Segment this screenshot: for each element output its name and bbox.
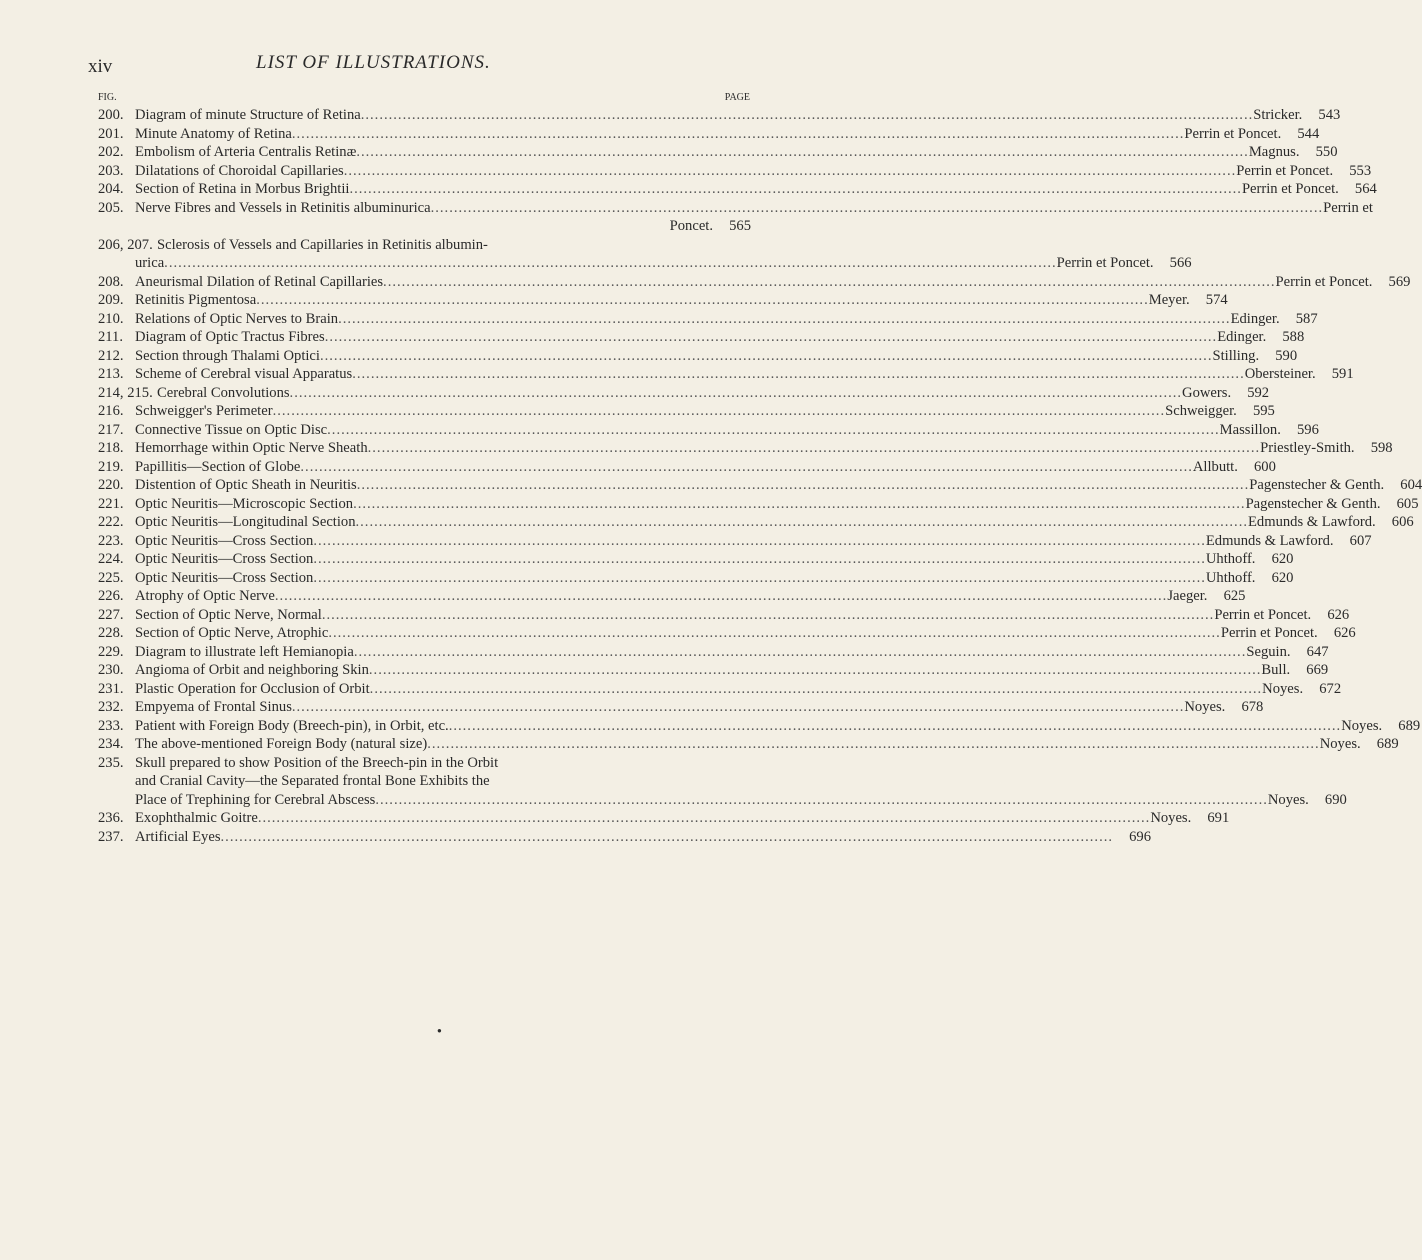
page-number-ref: 689 bbox=[1398, 717, 1421, 734]
leader-dots bbox=[353, 495, 1246, 514]
illustration-title: Optic Neuritis—Cross Section bbox=[135, 551, 314, 567]
list-item bbox=[98, 661, 1329, 680]
illustration-title: Optic Neuritis—Microscopic Section bbox=[135, 495, 354, 512]
illustration-title: Embolism of Arteria Centralis Retinæ bbox=[135, 144, 357, 160]
illustration-title: Aneurismal Dilation of Retinal Capillaries bbox=[135, 273, 384, 290]
illustration-author: Perrin et Poncet. bbox=[1220, 625, 1318, 641]
list-item bbox=[98, 143, 1338, 162]
leader-dots bbox=[370, 680, 1263, 699]
list-item bbox=[98, 495, 1419, 514]
list-item bbox=[98, 291, 1228, 310]
leader-dots bbox=[354, 643, 1247, 662]
leader-dots bbox=[313, 532, 1206, 551]
page-number-ref: 591 bbox=[1331, 366, 1354, 382]
list-item bbox=[98, 532, 1372, 551]
illustration-title: Empyema of Frontal Sinus bbox=[135, 699, 292, 715]
fig-number: 223. bbox=[98, 532, 124, 549]
page-number-ref: 569 bbox=[1388, 273, 1411, 290]
page-number-ref: 690 bbox=[1324, 791, 1347, 808]
list-item bbox=[98, 106, 1341, 125]
fig-number: 236. bbox=[98, 810, 124, 826]
illustration-author: Perrin et Poncet. bbox=[1184, 125, 1282, 142]
illustration-title: Plastic Operation for Occlusion of Orbit bbox=[135, 680, 370, 697]
illustration-title: Minute Anatomy of Retina bbox=[135, 125, 292, 142]
illustration-title: Papillitis—Section of Globe bbox=[135, 458, 301, 475]
list-item bbox=[98, 809, 1230, 828]
fig-number: 222. bbox=[98, 514, 124, 530]
list-item bbox=[98, 236, 1192, 273]
fig-number: 221. bbox=[98, 495, 124, 512]
leader-dots bbox=[292, 125, 1185, 144]
page-number-ref: 590 bbox=[1275, 347, 1298, 364]
illustration-title: Patient with Foreign Body (Breech-pin), in Orbit, etc. bbox=[135, 717, 449, 734]
leader-dots bbox=[275, 587, 1168, 606]
illustration-author: Uhthoff. bbox=[1205, 551, 1256, 567]
list-item bbox=[98, 643, 1329, 662]
leader-dots bbox=[361, 106, 1254, 125]
illustration-author: Seguin. bbox=[1246, 643, 1291, 660]
list-item bbox=[98, 439, 1393, 458]
illustration-title: Optic Neuritis—Cross Section bbox=[135, 532, 314, 549]
illustration-author: Noyes. bbox=[1267, 791, 1309, 808]
fig-number: 205. bbox=[98, 199, 124, 216]
page-number-ref: 620 bbox=[1271, 569, 1294, 586]
page-number-ref: 604 bbox=[1400, 477, 1422, 493]
leader-dots bbox=[352, 365, 1245, 384]
list-item bbox=[98, 476, 1422, 495]
illustration-title: Diagram to illustrate left Hemianopia bbox=[135, 643, 354, 660]
illustration-author: Stricker. bbox=[1253, 107, 1303, 123]
illustration-author: Noyes. bbox=[1184, 699, 1226, 715]
leader-dots bbox=[273, 402, 1166, 421]
page-number-ref: 691 bbox=[1207, 810, 1230, 826]
leader-dots bbox=[292, 698, 1185, 717]
list-item bbox=[98, 698, 1264, 717]
page-number-ref: 620 bbox=[1271, 551, 1294, 567]
list-item bbox=[98, 458, 1276, 477]
illustration-title: Hemorrhage within Optic Nerve Sheath bbox=[135, 440, 368, 456]
illustration-author: Stilling. bbox=[1212, 347, 1260, 364]
fig-number: 230. bbox=[98, 662, 124, 678]
leader-dots bbox=[256, 291, 1149, 310]
fig-number: 220. bbox=[98, 477, 124, 493]
illustration-title: Dilatations of Choroidal Capillaries bbox=[135, 162, 344, 179]
illustration-author: Allbutt. bbox=[1192, 458, 1238, 475]
fig-number: 206, 207. bbox=[98, 236, 153, 253]
illustration-author: Perrin et Poncet. bbox=[1236, 162, 1334, 179]
page-number-ref: 647 bbox=[1306, 643, 1329, 660]
page-number-ref: 550 bbox=[1315, 144, 1338, 160]
illustration-title-cont: Place of Trephining for Cerebral Abscess bbox=[135, 791, 376, 808]
leader-dots bbox=[300, 458, 1193, 477]
illustration-author: Perrin et Poncet. bbox=[1056, 255, 1154, 271]
illustration-author: Jaeger. bbox=[1167, 588, 1208, 604]
leader-dots bbox=[164, 254, 1057, 273]
illustration-title: Scheme of Cerebral visual Apparatus bbox=[135, 366, 353, 382]
illustration-title: Distention of Optic Sheath in Neuritis bbox=[135, 477, 357, 493]
illustration-author: Noyes. bbox=[1262, 680, 1304, 697]
page-number-ref: 626 bbox=[1333, 625, 1356, 641]
page-number: xiv bbox=[88, 56, 113, 77]
leader-dots bbox=[258, 809, 1151, 828]
fig-number: 202. bbox=[98, 144, 124, 160]
illustration-author: Perrin et Poncet. bbox=[1275, 273, 1373, 290]
illustration-author: Gowers. bbox=[1182, 384, 1232, 401]
list-item bbox=[98, 180, 1377, 199]
list-item bbox=[98, 828, 1152, 847]
page-number-ref: 543 bbox=[1318, 107, 1341, 123]
fig-number: 209. bbox=[98, 292, 124, 308]
fig-number: 210. bbox=[98, 310, 124, 327]
illustration-title: Angioma of Orbit and neighboring Skin bbox=[135, 662, 369, 678]
list-item bbox=[98, 273, 1411, 292]
page-number-ref: 592 bbox=[1247, 384, 1270, 401]
illustration-title: Artificial Eyes bbox=[135, 828, 221, 845]
page-number-ref: 600 bbox=[1254, 458, 1276, 475]
illustration-title: The above-mentioned Foreign Body (natural size) bbox=[135, 736, 428, 752]
illustration-author: Edinger. bbox=[1230, 310, 1280, 327]
fig-number: 219. bbox=[98, 458, 124, 475]
page-number-ref: 574 bbox=[1205, 292, 1228, 308]
page-number-ref: 626 bbox=[1327, 606, 1350, 623]
leader-dots bbox=[290, 384, 1183, 403]
leader-dots bbox=[431, 199, 1324, 218]
fig-number: 203. bbox=[98, 162, 124, 179]
fig-number: 228. bbox=[98, 625, 124, 641]
illustration-author: Perrin et Poncet. bbox=[1241, 181, 1339, 197]
leader-dots bbox=[427, 735, 1320, 754]
leader-dots bbox=[327, 421, 1220, 440]
page-number-ref: 669 bbox=[1306, 662, 1329, 678]
page-number-ref: 678 bbox=[1241, 699, 1264, 715]
fig-number: 235. bbox=[98, 754, 124, 771]
fig-number: 227. bbox=[98, 606, 124, 623]
illustration-title: Optic Neuritis—Longitudinal Section bbox=[135, 514, 356, 530]
list-item bbox=[98, 606, 1350, 625]
list-item bbox=[98, 624, 1356, 643]
illustration-title-cont: urica bbox=[135, 255, 165, 271]
illustration-title: Section of Optic Nerve, Normal bbox=[135, 606, 322, 623]
list-item bbox=[98, 402, 1275, 421]
illustration-author: Magnus. bbox=[1248, 144, 1300, 160]
list-item bbox=[98, 754, 1347, 810]
page-number-ref: 587 bbox=[1295, 310, 1318, 327]
fig-number: 226. bbox=[98, 588, 124, 604]
fig-number: 237. bbox=[98, 828, 124, 845]
page-number-ref: 544 bbox=[1297, 125, 1320, 142]
page-number-ref: 565 bbox=[729, 218, 751, 234]
illustration-author: Noyes. bbox=[1341, 717, 1383, 734]
fig-number: 213. bbox=[98, 366, 124, 382]
illustration-author: Perrin et Poncet. bbox=[1214, 606, 1312, 623]
list-item bbox=[98, 347, 1298, 366]
fig-number: 217. bbox=[98, 421, 124, 438]
leader-dots bbox=[322, 606, 1215, 625]
illustration-author: Pagenstecher & Genth. bbox=[1245, 495, 1381, 512]
fig-number: 218. bbox=[98, 440, 124, 456]
page-number-ref: 689 bbox=[1376, 736, 1399, 752]
fig-number: 232. bbox=[98, 699, 124, 715]
illustration-title: Skull prepared to show Position of the Breech-pin in the Orbit bbox=[135, 754, 499, 771]
page-column-heading: PAGE bbox=[724, 92, 750, 103]
illustration-title: Optic Neuritis—Cross Section bbox=[135, 569, 314, 586]
list-item bbox=[98, 680, 1342, 699]
list-item bbox=[98, 550, 1294, 569]
illustration-author: Pagenstecher & Genth. bbox=[1249, 477, 1385, 493]
page-number-ref: 625 bbox=[1223, 588, 1246, 604]
page-number-ref: 588 bbox=[1282, 329, 1305, 345]
page-number-ref: 566 bbox=[1169, 255, 1192, 271]
list-item bbox=[98, 365, 1354, 384]
illustration-author: Priestley-Smith. bbox=[1260, 440, 1355, 456]
page-number-ref: 596 bbox=[1296, 421, 1319, 438]
page-header bbox=[0, 52, 800, 78]
illustration-author: Schweigger. bbox=[1165, 403, 1237, 419]
illustration-author: Massillon. bbox=[1219, 421, 1281, 438]
illustration-author: Perrin et bbox=[1323, 199, 1373, 216]
leader-dots bbox=[356, 143, 1249, 162]
page-number-ref: 606 bbox=[1391, 514, 1414, 530]
list-item bbox=[98, 569, 1294, 588]
illustration-title: Section through Thalami Optici bbox=[135, 347, 320, 364]
fig-number: 231. bbox=[98, 680, 124, 697]
illustration-author: Noyes. bbox=[1150, 810, 1192, 826]
leader-dots bbox=[325, 328, 1218, 347]
list-item bbox=[98, 717, 1421, 736]
fig-number: 214, 215. bbox=[98, 384, 153, 401]
list-item bbox=[98, 421, 1319, 440]
fig-number: 201. bbox=[98, 125, 124, 142]
list-item bbox=[98, 125, 1320, 144]
running-title: LIST OF ILLUSTRATIONS. bbox=[256, 52, 491, 73]
page-number-ref: 564 bbox=[1354, 181, 1377, 197]
leader-dots bbox=[449, 717, 1342, 736]
list-item bbox=[98, 513, 1414, 532]
illustration-author: Edinger. bbox=[1217, 329, 1267, 345]
leader-dots bbox=[375, 791, 1268, 810]
page-number-ref: 672 bbox=[1319, 680, 1342, 697]
illustration-title: Connective Tissue on Optic Disc bbox=[135, 421, 328, 438]
illustration-title: Diagram of minute Structure of Retina bbox=[135, 107, 361, 123]
fig-number: 234. bbox=[98, 736, 124, 752]
list-item bbox=[98, 162, 1372, 181]
fig-number: 211. bbox=[98, 329, 123, 345]
illustration-author: Uhthoff. bbox=[1205, 569, 1256, 586]
leader-dots bbox=[313, 569, 1206, 588]
leader-dots bbox=[338, 310, 1231, 329]
leader-dots bbox=[356, 513, 1249, 532]
illustration-author: Bull. bbox=[1261, 662, 1291, 678]
list-item bbox=[98, 199, 1373, 236]
page-number-ref: 607 bbox=[1349, 532, 1372, 549]
illustration-author: Noyes. bbox=[1319, 736, 1361, 752]
leader-dots bbox=[349, 180, 1242, 199]
fig-number: 208. bbox=[98, 273, 124, 290]
leader-dots bbox=[369, 661, 1262, 680]
column-headings bbox=[98, 92, 750, 106]
illustration-title-cont: and Cranial Cavity—the Separated frontal Bone Exhibits the bbox=[135, 773, 490, 789]
bullet-mark: ● bbox=[437, 1026, 442, 1035]
illustration-title: Section of Optic Nerve, Atrophic bbox=[135, 625, 329, 641]
illustration-title: Diagram of Optic Tractus Fibres bbox=[135, 329, 325, 345]
illustration-list bbox=[98, 106, 1422, 846]
fig-number: 233. bbox=[98, 717, 124, 734]
leader-dots bbox=[313, 550, 1206, 569]
leader-dots bbox=[368, 439, 1261, 458]
illustration-title: Schweigger's Perimeter bbox=[135, 403, 273, 419]
fig-number: 200. bbox=[98, 107, 124, 123]
illustration-title: Atrophy of Optic Nerve bbox=[135, 588, 275, 604]
illustration-title: Retinitis Pigmentosa bbox=[135, 292, 257, 308]
fig-number: 224. bbox=[98, 551, 124, 567]
illustration-title: Sclerosis of Vessels and Capillaries in Retinitis albumin- bbox=[157, 236, 488, 253]
page-number-ref: 553 bbox=[1349, 162, 1372, 179]
list-item bbox=[98, 587, 1246, 606]
illustration-title: Exophthalmic Goitre bbox=[135, 810, 258, 826]
illustration-title: Section of Retina in Morbus Brightii bbox=[135, 181, 350, 197]
fig-number: 225. bbox=[98, 569, 124, 586]
leader-dots bbox=[357, 476, 1250, 495]
list-item bbox=[98, 384, 1270, 403]
leader-dots bbox=[320, 347, 1213, 366]
list-item bbox=[98, 735, 1399, 754]
page-number-ref: 605 bbox=[1396, 495, 1419, 512]
illustration-title: Nerve Fibres and Vessels in Retinitis albuminurica bbox=[135, 199, 431, 216]
fig-number: 229. bbox=[98, 643, 124, 660]
illustration-title: Relations of Optic Nerves to Brain bbox=[135, 310, 339, 327]
leader-dots bbox=[344, 162, 1237, 181]
illustration-author: Edmunds & Lawford. bbox=[1248, 514, 1376, 530]
illustration-author: Obersteiner. bbox=[1244, 366, 1316, 382]
list-item bbox=[98, 310, 1318, 329]
illustration-author: Edmunds & Lawford. bbox=[1205, 532, 1334, 549]
leader-dots bbox=[383, 273, 1276, 292]
fig-number: 204. bbox=[98, 181, 124, 197]
leader-dots bbox=[221, 828, 1114, 847]
illustration-author: Meyer. bbox=[1148, 292, 1190, 308]
leader-dots bbox=[328, 624, 1221, 643]
page-number-ref: 696 bbox=[1129, 828, 1152, 845]
illustration-title: Cerebral Convolutions bbox=[157, 384, 290, 401]
fig-number: 216. bbox=[98, 403, 124, 419]
illustration-author-cont: Poncet. bbox=[669, 218, 713, 234]
fig-column-heading: FIG. bbox=[98, 92, 117, 103]
page-number-ref: 598 bbox=[1370, 440, 1393, 456]
list-item bbox=[98, 328, 1305, 347]
page-number-ref: 595 bbox=[1252, 403, 1275, 419]
fig-number: 212. bbox=[98, 347, 124, 364]
